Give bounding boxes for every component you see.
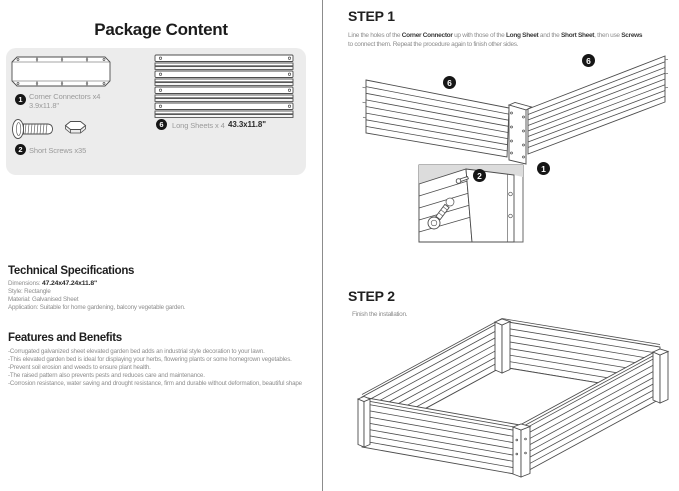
step1-badge-screw: 2 (473, 169, 486, 182)
spec-dimensions (8, 280, 97, 288)
features-heading: Features and Benefits (8, 332, 122, 344)
step1-badge-long-sheet-right: 6 (582, 54, 595, 67)
step1-heading: STEP 1 (348, 8, 395, 24)
item-6-badge: 6 (156, 119, 167, 130)
spec-dimensions-value: 47.24x47.24x11.8" (41, 280, 98, 287)
item-1-label: Corner Connectors x4 (29, 92, 101, 101)
step1-instruction (348, 31, 642, 49)
spec-style: Style: Rectangle (8, 288, 51, 295)
column-divider (322, 0, 323, 491)
long-sheets-diagram (153, 54, 295, 119)
item-2-label: Short Screws x35 (29, 146, 87, 155)
step1-text: up with those of the (452, 32, 506, 39)
step1-term-short-sheet: Short Sheet (560, 32, 595, 39)
screw-diagram (10, 116, 56, 142)
step2-finished-bed-diagram (350, 313, 679, 489)
step1-text: to connect them. Repeat the procedure again to finish other sides. (348, 41, 519, 48)
step1-term-long-sheet: Long Sheet (505, 32, 539, 39)
feature-bullet: -Corrosion resistance, water saving and drought resistance, firm and durable without deformation, beautiful shape (8, 380, 302, 387)
step1-badge-long-sheet-left: 6 (443, 76, 456, 89)
step2-text: Finish the installation. (352, 311, 408, 318)
spec-dimensions-label: Dimensions: (8, 280, 41, 287)
corner-connector-diagram (10, 53, 112, 90)
tech-specs-heading: Technical Specifications (8, 265, 135, 277)
item-1-badge: 1 (15, 94, 26, 105)
package-content-panel (6, 48, 306, 175)
step2-heading: STEP 2 (348, 288, 395, 304)
item-6-size: 43.3x11.8" (228, 120, 266, 129)
step1-text: Line the holes of the (348, 32, 402, 39)
feature-bullet: -Corrugated galvanized sheet elevated garden bed adds an industrial style decoration to your lawn. (8, 348, 265, 355)
item-1-size: 3.9x11.8" (29, 101, 59, 110)
feature-bullet: -The raised pattern also prevents pests and reduces care and maintenance. (8, 372, 205, 379)
spec-material: Material: Galvanised Sheet (8, 296, 79, 303)
step1-text: and the (538, 32, 561, 39)
feature-bullet: -This elevated garden bed is ideal for displaying your herbs, flowering plants or some homegrown vegetables. (8, 356, 292, 363)
item-6-label: Long Sheets x 4 (172, 121, 225, 130)
step1-badge-corner-connector: 1 (537, 162, 550, 175)
step1-term-corner-connector: Corner Connector (401, 32, 453, 39)
feature-bullet: -Prevent soil erosion and weeds to ensure plant health. (8, 364, 151, 371)
step1-text: , then use (594, 32, 622, 39)
spec-application: Application: Suitable for home gardening, balcony vegetable garden. (8, 304, 186, 311)
item-2-badge: 2 (15, 144, 26, 155)
nut-diagram (62, 118, 89, 136)
step1-assembly-diagram (348, 50, 677, 265)
step1-term-screws: Screws (621, 32, 643, 39)
package-content-title: Package Content (94, 20, 228, 39)
